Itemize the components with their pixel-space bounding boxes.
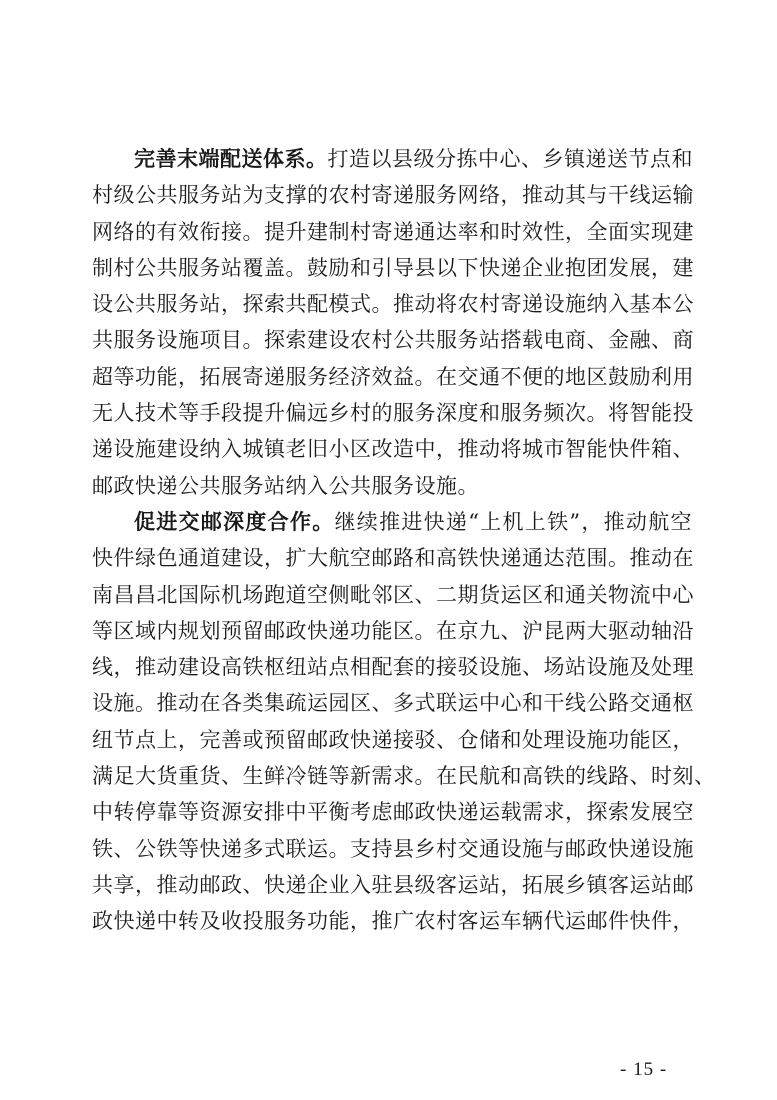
paragraph-1-line: 网络的有效衔接。提升建制村寄递通达率和时效性，全面实现建 (92, 219, 694, 244)
paragraph-2-line: 纽节点上，完善或预留邮政快递接驳、仓储和处理设施功能区， (92, 727, 694, 752)
paragraph-2-line: 快件绿色通道建设，扩大航空邮路和高铁快递通达范围。推动在 (92, 546, 694, 571)
paragraph-2-line: 政快递中转及收投服务功能，推广农村客运车辆代运邮件快件， (92, 909, 694, 934)
paragraph-2-line: 中转停靠等资源安排中平衡考虑邮政快递运载需求，探索发展空 (92, 800, 694, 825)
paragraph-1-line: 超等功能，拓展寄递服务经济效益。在交通不便的地区鼓励利用 (92, 364, 694, 389)
paragraph-2-line: 线，推动建设高铁枢纽站点相配套的接驳设施、场站设施及处理 (92, 655, 694, 680)
paragraph-1-line: 无人技术等手段提升偏远乡村的服务深度和服务频次。将智能投 (92, 401, 694, 426)
paragraph-1-line-1 (92, 141, 692, 177)
paragraph-2-line: 南昌昌北国际机场跑道空侧毗邻区、二期货运区和通关物流中心 (92, 582, 694, 607)
page-number: - 15 - (620, 1059, 668, 1080)
paragraph-1-line: 设公共服务站，探索共配模式。推动将农村寄递设施纳入基本公 (92, 292, 694, 317)
paragraph-2-line: 满足大货重货、生鲜冷链等新需求。在民航和高铁的线路、时刻、 (92, 764, 716, 789)
paragraph-1-line: 制村公共服务站覆盖。鼓励和引导县以下快递企业抱团发展，建 (92, 255, 694, 280)
paragraph-1-line: 村级公共服务站为支撑的农村寄递服务网络，推动其与干线运输 (92, 183, 694, 208)
paragraph-2-line-1 (92, 504, 692, 540)
paragraph-1-line: 共服务设施项目。探索建设农村公共服务站搭载电商、金融、商 (92, 328, 694, 353)
paragraph-2-line: 等区域内规划预留邮政快递功能区。在京九、沪昆两大驱动轴沿 (92, 618, 694, 643)
paragraph-2-line: 共享，推动邮政、快递企业入驻县级客运站，拓展乡镇客运站邮 (92, 872, 694, 897)
paragraph-1-heading: 完善末端配送体系。 (134, 146, 328, 171)
body-text (92, 141, 716, 940)
paragraph-2-heading: 促进交邮深度合作。 (134, 508, 335, 534)
paragraph-1-line: 递设施建设纳入城镇老旧小区改造中，推动将城市智能快件箱、 (92, 437, 694, 462)
paragraph-1-first-line-text: 打造以县级分拣中心、乡镇递送节点和 (327, 147, 693, 171)
paragraph-2-line: 铁、公铁等快递多式联运。支持县乡村交通设施与邮政快递设施 (92, 836, 694, 861)
paragraph-2-line: 设施。推动在各类集疏运园区、多式联运中心和干线公路交通枢 (92, 691, 694, 716)
paragraph-1-line: 邮政快递公共服务站纳入公共服务设施。 (92, 473, 479, 498)
paragraph-2-first-line-text: 继续推进快递“上机上铁”，推动航空 (334, 509, 692, 534)
